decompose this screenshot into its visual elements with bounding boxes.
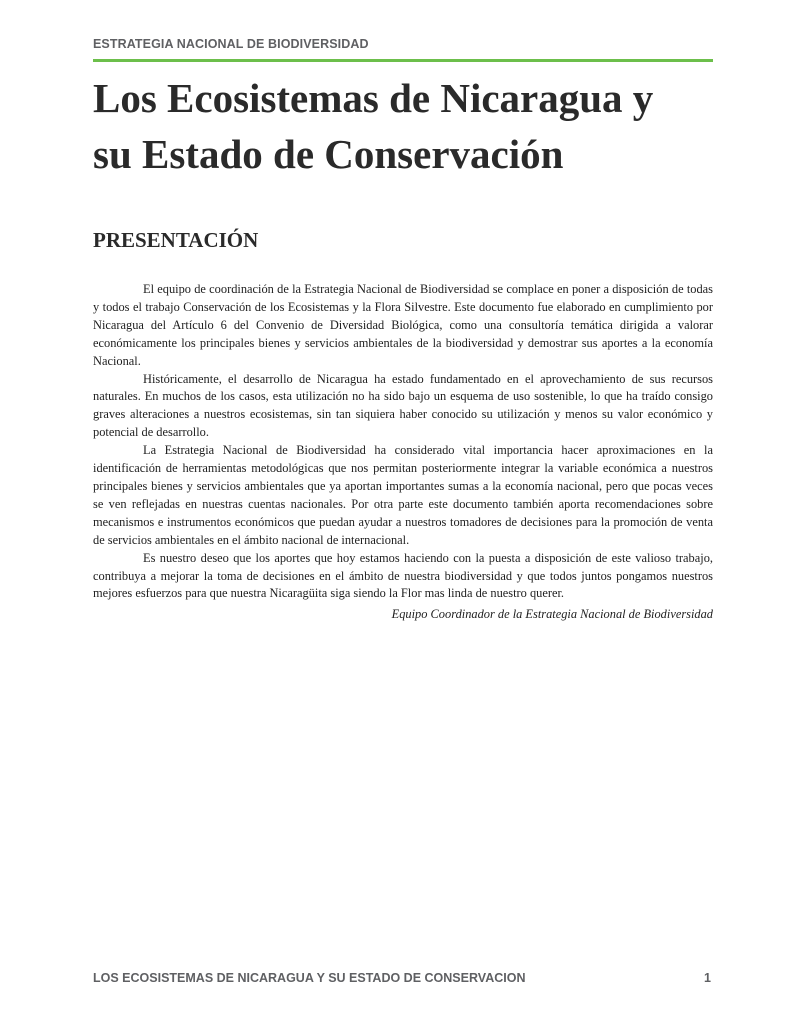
title-line-1: Los Ecosistemas de Nicaragua y (93, 75, 654, 121)
running-header: ESTRATEGIA NACIONAL DE BIODIVERSIDAD (93, 37, 369, 51)
body-text (93, 281, 713, 603)
paragraph: Históricamente, el desarrollo de Nicaragua ha estado fundamentado en el aprovechamiento de sus recursos naturales. En muchos de los casos, esta utilización no ha sido bajo un esquema de uso sostenible, lo que ha traído consigo graves alteraciones a nuestros ecosistemas, sin tan siquiera haber conocido su utilización y menos su valor económico y potencial de desarrollo. (93, 371, 713, 440)
running-footer: LOS ECOSISTEMAS DE NICARAGUA Y SU ESTADO DE CONSERVACION (93, 971, 526, 985)
section-heading: PRESENTACIÓN (93, 228, 259, 252)
title-line-2: su Estado de Conservación (93, 131, 564, 177)
page-number: 1 (704, 971, 711, 985)
header-divider (93, 59, 713, 62)
paragraph: El equipo de coordinación de la Estrategia Nacional de Biodiversidad se complace en poner a disposición de todas y todos el trabajo Conservación de los Ecosistemas y la Flora Silvestre. Este documento fue elaborado en cumplimiento por Nicaragua del Artículo 6 del Convenio de Diversidad Biológica, como una consultoría temática dirigida a valorar económicamente los principales bienes y servicios ambientales de la biodiversidad y demostrar sus aportes a la economía Nacional. (93, 282, 713, 368)
paragraph: La Estrategia Nacional de Biodiversidad ha considerado vital importancia hacer aproximaciones en la identificación de herramientas metodológicas que nos permitan posteriormente integrar la variable económica a nuestros principales bienes y servicios ambientales que ya aportan importantes sumas a la economía nacional, pero que pocas veces se ven reflejadas en nuestras cuentas nacionales. Por otra parte este documento también aporta recomendaciones sobre mecanismos e instrumentos económicos que puedan ayudar a nuestros tomadores de decisiones para la promoción de venta de servicios ambientales en el ámbito nacional de internacional. (93, 443, 713, 547)
document-title (93, 70, 733, 182)
paragraph: Es nuestro deseo que los aportes que hoy estamos haciendo con la puesta a disposición de este valioso trabajo, contribuya a mejorar la toma de decisiones en el ámbito de nuestra biodiversidad y que todos juntos pongamos nuestros mejores esfuerzos para que nuestra Nicaragüita siga siendo la Flor mas linda de nuestro querer. (93, 550, 713, 601)
signature: Equipo Coordinador de la Estrategia Nacional de Biodiversidad (391, 607, 713, 621)
